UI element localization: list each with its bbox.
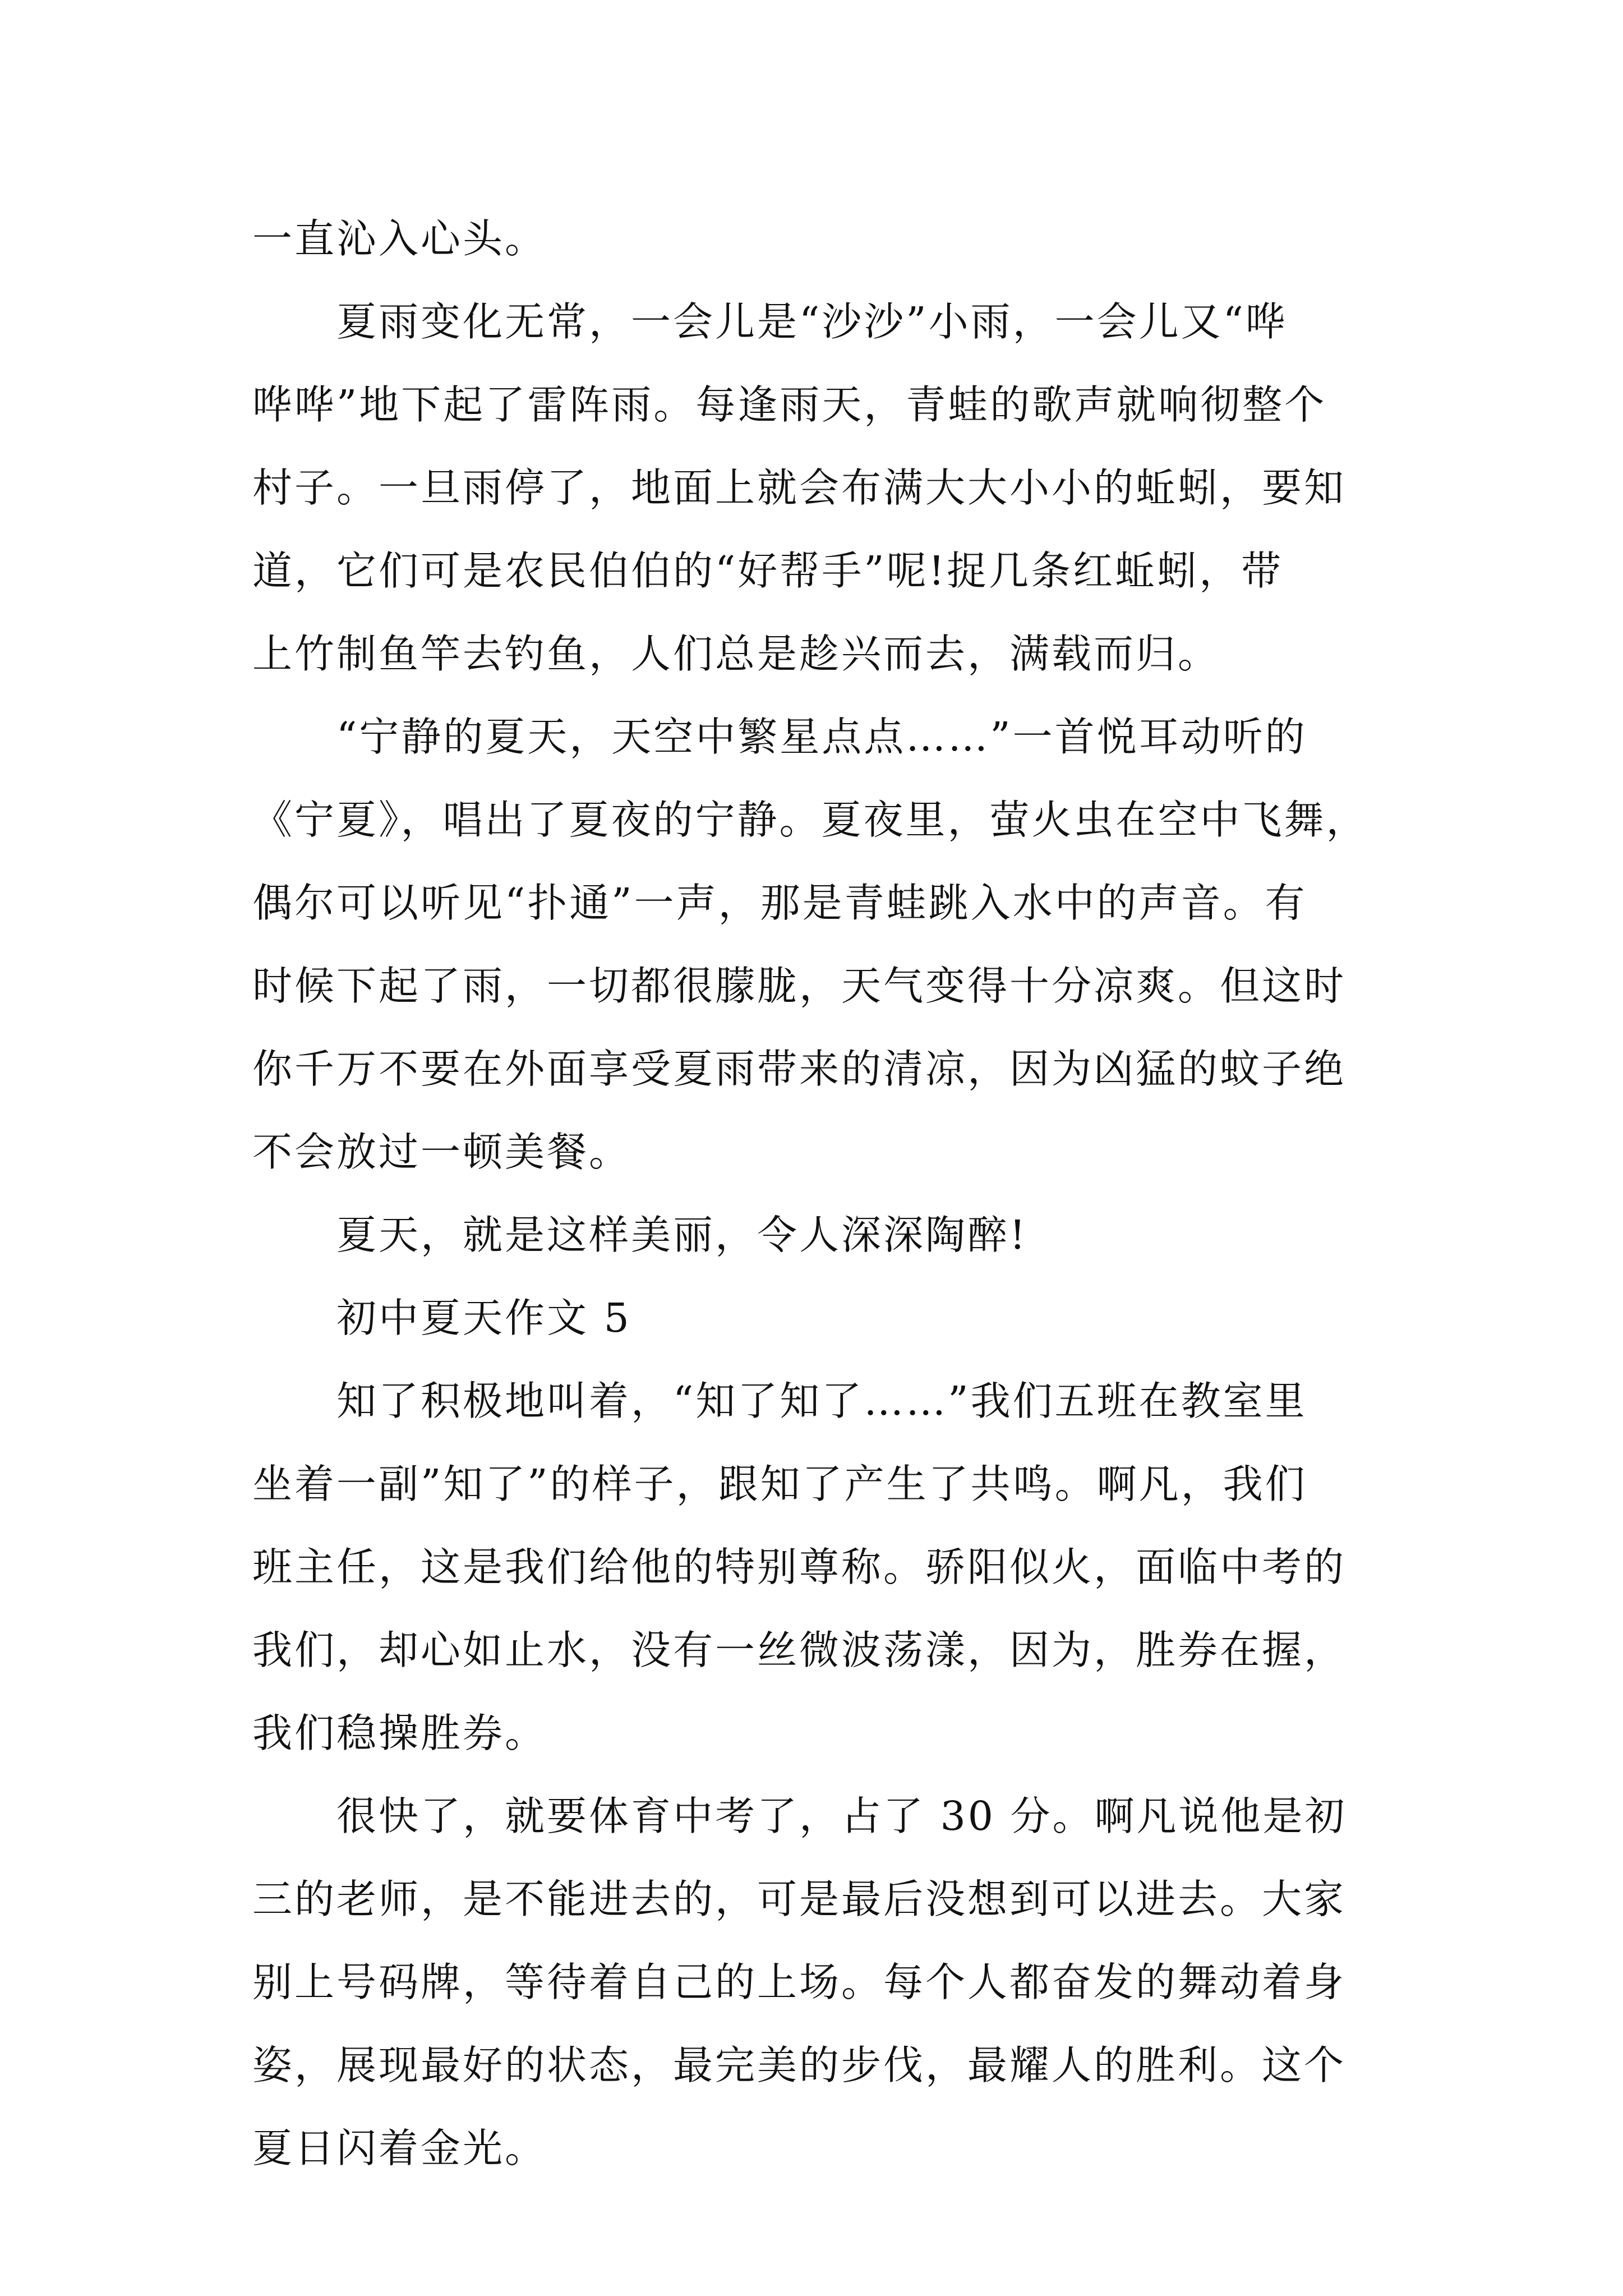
text-line: 三的老师，是不能进去的，可是最后没想到可以进去。大家 [252,1876,1347,1922]
text-line: 哗哗”地下起了雷阵雨。每逢雨天，青蛙的歌声就响彻整个 [252,381,1327,428]
text-line: 我们，却心如止水，没有一丝微波荡漾，因为，胜券在握， [252,1627,1347,1673]
text-line: 夏日闪着金光。 [252,2125,547,2171]
text-line: 时候下起了雨，一切都很朦胧，天气变得十分凉爽。但这时 [252,963,1347,1009]
text-line: “宁静的夏天，天空中繁星点点……”一首悦耳动听的 [336,714,1307,760]
text-line: 一直沁入心头。 [252,215,547,262]
section-heading: 初中夏天作文 5 [336,1295,631,1341]
text-line: 夏雨变化无常，一会儿是“沙沙”小雨，一会儿又“哗 [336,298,1288,345]
text-line: 村子。一旦雨停了，地面上就会布满大大小小的蚯蚓，要知 [252,464,1347,511]
text-line: 《宁夏》，唱出了夏夜的宁静。夏夜里，萤火虫在空中飞舞， [252,797,1368,843]
text-line: 姿，展现最好的状态，最完美的步伐，最耀人的胜利。这个 [252,2042,1347,2088]
essay-body [252,197,1374,2190]
text-line: 别上号码牌，等待着自己的上场。每个人都奋发的舞动着身 [252,1959,1347,2005]
text-line: 你千万不要在外面享受夏雨带来的清凉，因为凶猛的蚊子绝 [252,1046,1347,1092]
text-line: 夏天，就是这样美丽，令人深深陶醉! [336,1212,1028,1258]
text-line: 知了积极地叫着，“知了知了……”我们五班在教室里 [336,1378,1307,1424]
text-line: 坐着一副”知了”的样子，跟知了产生了共鸣。啊凡，我们 [252,1461,1307,1507]
text-line: 我们稳操胜券。 [252,1710,547,1756]
text-line: 很快了，就要体育中考了，占了 30 分。啊凡说他是初 [336,1793,1347,1839]
text-line: 道，它们可是农民伯伯的“好帮手”呢!捉几条红蚯蚓，带 [252,547,1284,594]
text-line: 上竹制鱼竿去钓鱼，人们总是趁兴而去，满载而归。 [252,631,1220,677]
text-line: 不会放过一顿美餐。 [252,1129,631,1175]
text-line: 班主任，这是我们给他的特别尊称。骄阳似火，面临中考的 [252,1544,1347,1590]
text-line: 偶尔可以听见“扑通”一声，那是青蛙跳入水中的声音。有 [252,880,1307,926]
